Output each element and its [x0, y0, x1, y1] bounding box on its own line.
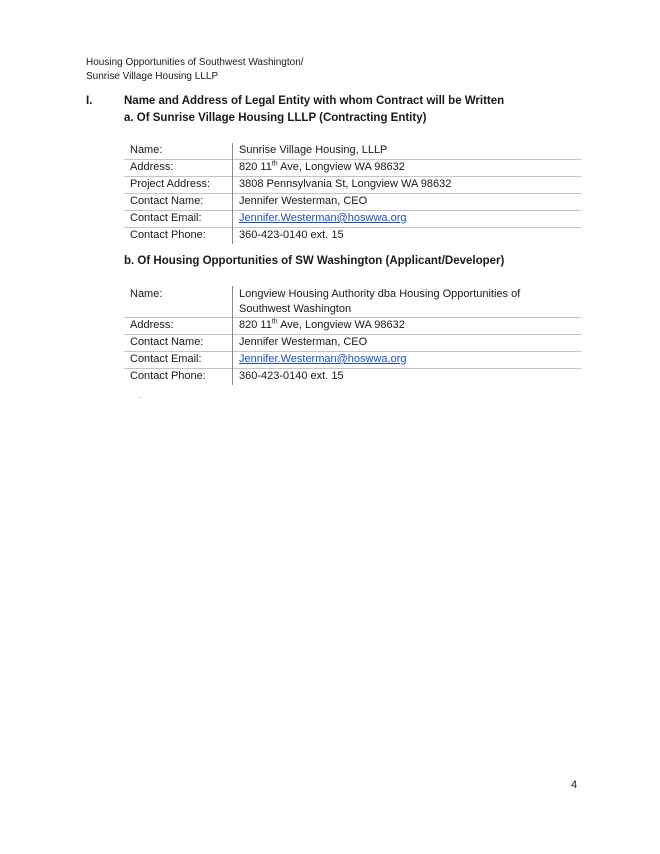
row-label: Contact Phone:	[124, 369, 233, 386]
table-row	[124, 352, 581, 369]
table-row	[124, 369, 581, 386]
document-header	[86, 56, 304, 84]
section-title: Name and Address of Legal Entity with whom Contract will be Written	[124, 95, 505, 107]
row-value	[233, 286, 582, 318]
table-row	[124, 177, 581, 194]
row-label: Contact Email:	[124, 211, 233, 228]
section-number: I.	[86, 95, 93, 107]
row-value: 3808 Pennsylvania St, Longview WA 98632	[239, 178, 452, 190]
contact-email-link[interactable]: Jennifer.Westerman@hoswwa.org	[239, 353, 407, 365]
row-label: Name:	[124, 143, 233, 160]
row-value: Sunrise Village Housing, LLLP	[239, 144, 388, 156]
row-label: Name:	[124, 286, 233, 318]
table-row	[124, 160, 581, 177]
row-value: Jennifer Westerman, CEO	[239, 336, 368, 348]
address-ordinal: th	[271, 318, 278, 326]
name-line-2: Southwest Washington	[239, 303, 352, 315]
table-row	[124, 228, 581, 245]
row-label: Project Address:	[124, 177, 233, 194]
address-rest: Ave, Longview WA 98632	[277, 319, 405, 331]
contracting-entity-table	[124, 143, 581, 244]
row-label: Contact Email:	[124, 352, 233, 369]
row-label: Contact Name:	[124, 194, 233, 211]
row-value: 360-423-0140 ext. 15	[239, 370, 344, 382]
address-rest: Ave, Longview WA 98632	[277, 161, 405, 173]
row-value	[233, 352, 582, 369]
row-value: 360-423-0140 ext. 15	[239, 229, 344, 241]
table-row	[124, 194, 581, 211]
subsection-a-title: a. Of Sunrise Village Housing LLLP (Contracting Entity)	[124, 112, 427, 124]
header-line-2: Sunrise Village Housing LLLP	[86, 71, 219, 82]
row-value	[233, 318, 582, 335]
scan-speck	[139, 397, 141, 398]
table-row	[124, 143, 581, 160]
row-label: Address:	[124, 318, 233, 335]
table-row	[124, 286, 581, 318]
row-value	[233, 211, 582, 228]
row-label: Address:	[124, 160, 233, 177]
subsection-b-title: b. Of Housing Opportunities of SW Washington (Applicant/Developer)	[124, 255, 505, 267]
table-row	[124, 318, 581, 335]
address-ordinal: th	[271, 160, 278, 168]
row-value: Jennifer Westerman, CEO	[239, 195, 368, 207]
table-row	[124, 211, 581, 228]
table-row	[124, 335, 581, 352]
row-label: Contact Phone:	[124, 228, 233, 245]
header-line-1: Housing Opportunities of Southwest Washington/	[86, 57, 304, 68]
page-number: 4	[571, 779, 578, 791]
applicant-developer-table	[124, 286, 581, 385]
address-number: 820 11	[239, 319, 272, 331]
name-line-1: Longview Housing Authority dba Housing Opportunities of	[239, 288, 521, 300]
row-value	[233, 160, 582, 177]
address-number: 820 11	[239, 161, 272, 173]
contact-email-link[interactable]: Jennifer.Westerman@hoswwa.org	[239, 212, 407, 224]
row-label: Contact Name:	[124, 335, 233, 352]
